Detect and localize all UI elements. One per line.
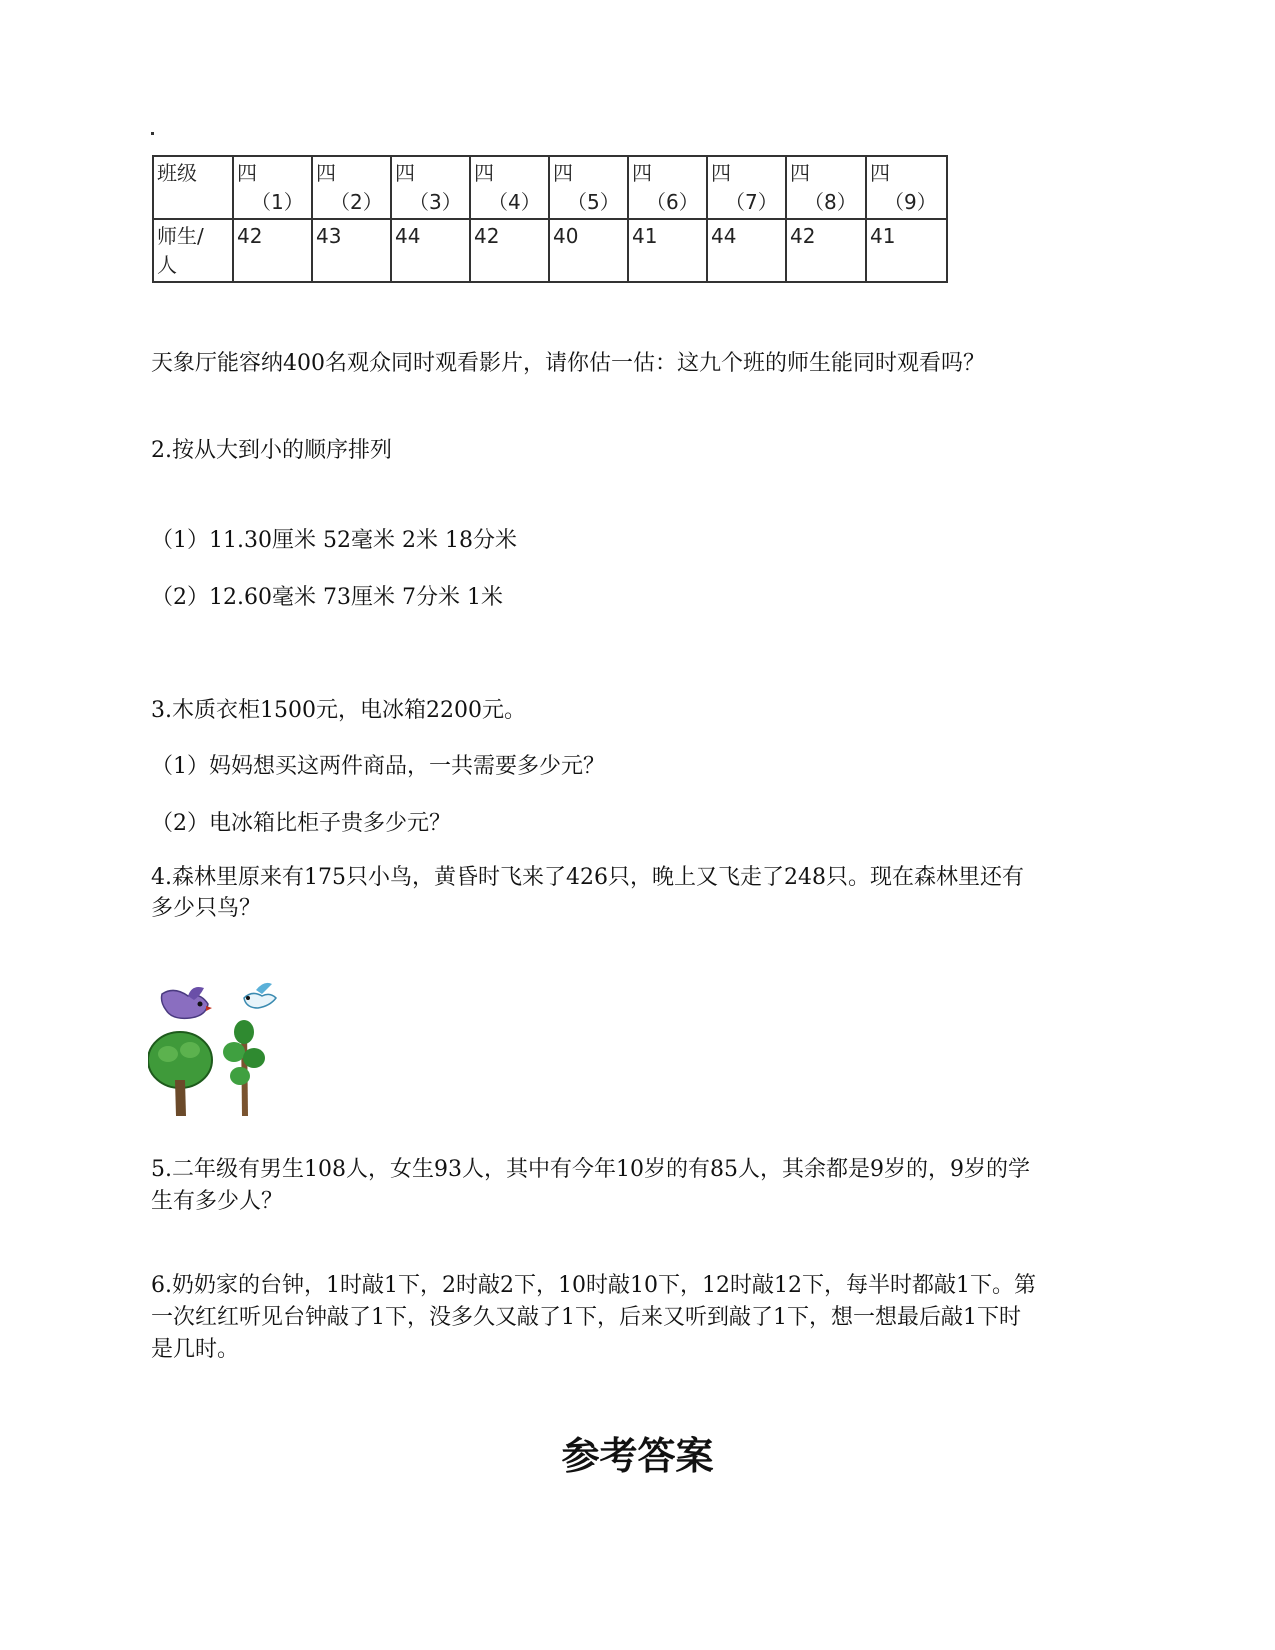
count-cell: 40 [549,219,628,282]
count-cell: 42 [233,219,312,282]
question-4-line-1: 4.森林里原来有175只小鸟，黄昏时飞来了426只，晚上又飞走了248只。现在森林里还有 [151,865,1024,890]
header-label-cell: 班级 [153,156,233,219]
count-cell: 44 [707,219,786,282]
class-cell: 四 （4） [470,156,549,219]
table-count-row [153,219,947,282]
class-cell: 四 （8） [786,156,866,219]
row-label-cell: 师生/ 人 [153,219,233,282]
question-3-line-1: （1）妈妈想买这两件商品，一共需要多少元？ [151,754,605,779]
class-cell: 四 （3） [391,156,470,219]
question-2-line-2: （2）12.60毫米 73厘米 7分米 1米 [151,585,503,610]
count-cell: 43 [312,219,391,282]
round-tree-icon [148,1032,212,1116]
question-2-title: 2.按从大到小的顺序排列 [151,438,392,463]
question-6-line-3: 是几时。 [151,1337,240,1362]
question-6-line-2: 一次红红听见台钟敲了1下，没多久又敲了1下，后来又听到敲了1下，想一想最后敲1下时 [151,1305,1021,1330]
question-6-line-1: 6.奶奶家的台钟，1时敲1下，2时敲2下，10时敲10下，12时敲12下，每半时都敲1下。第 [151,1273,1036,1298]
count-cell: 41 [866,219,947,282]
count-cell: 41 [628,219,707,282]
count-cell: 44 [391,219,470,282]
question-3-line-2: （2）电冰箱比柜子贵多少元？ [151,811,451,836]
stray-dot [151,132,154,135]
question-5-line-1: 5.二年级有男生108人，女生93人，其中有今年10岁的有85人，其余都是9岁的，9岁的学 [151,1157,1030,1182]
question-3-title: 3.木质衣柜1500元，电冰箱2200元。 [151,698,526,723]
table-header-row [153,156,947,219]
count-cell: 42 [470,219,549,282]
class-count-table [152,155,948,283]
class-cell: 四 （6） [628,156,707,219]
birds-and-trees-illustration [148,980,298,1120]
question-5-line-2: 生有多少人？ [151,1189,284,1214]
class-cell: 四 （5） [549,156,628,219]
purple-bird-icon [162,987,213,1018]
class-cell: 四 （2） [312,156,391,219]
question-2-line-1: （1）11.30厘米 52毫米 2米 18分米 [151,528,517,553]
question-1-text: 天象厅能容纳400名观众同时观看影片，请你估一估：这九个班的师生能同时观看吗？ [151,351,985,376]
answer-section-title: 参考答案 [561,1433,714,1478]
count-cell: 42 [786,219,866,282]
class-cell: 四 （1） [233,156,312,219]
blue-bird-icon [244,983,276,1008]
class-cell: 四 （7） [707,156,786,219]
question-4-line-2: 多少只鸟？ [151,896,262,921]
class-cell: 四 （9） [866,156,947,219]
tall-tree-icon [223,1020,265,1116]
